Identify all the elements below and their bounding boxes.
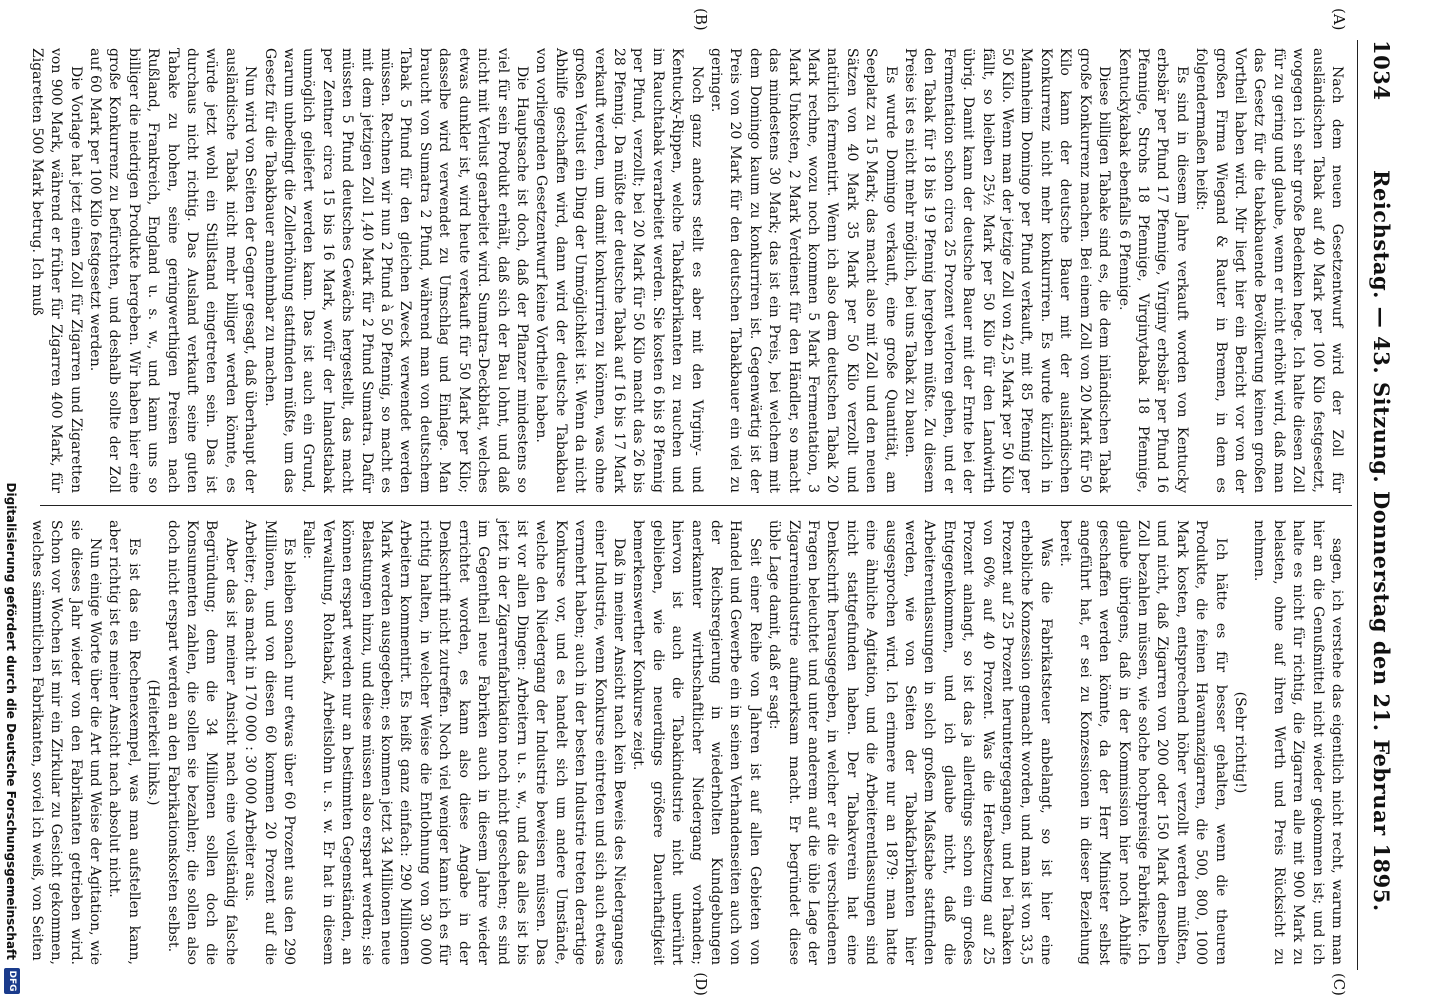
left-column-paragraph: Es wurde Domingo verkauft, eine große Quantität, am Seeplatz zu 15 Mark; das macht also mit Zoll und den neuen Sätzen von 40 Mark 35 Mark per 50 Kilo verzollt und natürlich fermentirt. Wenn ich also dem deutschen Tabak 20 Mark rechne, wozu noch kommen 5 Mark Fermentation, 3 Mark Unkosten, 2 Mark Verdienst für den Händler, so macht das mindestens 30 Mark; das ist ein Preis, bei welchem mit dem Domingo kaum zu konkurriren ist. Gegenwärtig ist der Preis von 20 Mark für den deutschen Tabakbauer ein viel zu geringer. [708, 48, 899, 493]
right-column [28, 520, 1346, 965]
left-column [26, 48, 1346, 493]
left-column-paragraph: Nun wird von Seiten der Gegner gesagt, daß überhaupt der ausländische Tabak nicht mehr billiger werden könnte, es würde jetzt wohl ein Stillstand eingetreten sein. Das ist durchaus nicht richtig. Das Ausland verkauft seine guten Tabake zu hohen, seine geringwerthigen Preisen nach Rußland, Frankreich, England u. s. w., und kann uns so billiger die niedrigen Produkte hergeben. Wir haben hier eine große Konkurrenz zu befürchten, und deshalb sollte der Zoll auf 60 Mark per 100 Kilo festgesetzt werden. [87, 48, 259, 493]
right-column-paragraph: sagen, ich verstehe das eigentlich nicht recht, warum man hier an die Genußmittel nicht wieder gekommen ist; und ich halte es nicht für richtig, die Zigarren alle mit 900 Mark zu belasten, ohne auf ihren Werth und Preis Rücksicht zu nehmen. [1251, 520, 1345, 965]
left-column-paragraph: Die Vorlage hat jetzt einen Zoll für Zigarren und Zigaretten von 900 Mark, während er früher für Zigarren 400 Mark, für Zigaretten 500 Mark betrug. Ich muß [28, 48, 84, 493]
left-column-paragraph: Es sind in diesem Jahre verkauft worden von Kentucky erbsbär per Pfund 17 Pfennige, Virginy erbsbär per Pfund 16 Pfennige, Strohs 18 Pfennige, Virginytabak 18 Pfennige, Kentuckykabak ebenfalls 6 Pfennige. [1115, 48, 1190, 493]
page-footer [0, 0, 26, 1000]
margin-marker-a: (A) [1330, 8, 1348, 31]
running-title: Reichstag. — 43. Sitzung. Donnerstag den 21. Februar 1895. [1369, 170, 1394, 912]
right-column-interjection: (Heiterkeit links.) [145, 679, 162, 806]
left-column-paragraph: Noch ganz anders stellt es aber mit den Virginy- und Kentucky-Rippen, welche Tabakfabrikanten zu rauchen und im Rauchtabak verarbeitet werden. Sie kosten 6 bis 8 Pfennig per Pfund, verzollt; bei 20 Mark für 50 Kilo macht das 26 bis 28 Pfennig. Da müßte der deutsche Tabak auf 16 bis 17 Mark verkauft werden, um damit konkurriren zu können, was ohne großen Verlust ein Ding der Unmöglichkeit ist. Wenn da nicht Abhilfe geschaffen wird, dann wird der deutsche Tabakbau von vorliegenden Gesetzentwurf keine Vortheile haben. [533, 48, 705, 493]
right-column-paragraph: Es ist das ein Rechenexempel, was man aufstellen kann, aber richtig ist es meiner Ansicht nach absolut nicht. [106, 520, 142, 965]
page-number: 1034 [1369, 40, 1394, 101]
column-divider [40, 505, 1352, 506]
right-column-paragraph: Es bleiben sonach nur etwas über 60 Prozent aus den 290 Millionen, und von diesen 60 kommen 20 Prozent auf die Arbeiter; das macht in 170 000 : 30 000 Arbeiter aus. [242, 520, 298, 965]
margin-marker-c: (C) [1330, 972, 1348, 996]
left-column-paragraph: Diese billigen Tabake sind es, die dem inländischen Tabak große Konkurrenz machen. Bei einem Zoll von 20 Mark für 50 Kilo kann der deutsche Bauer mit der ausländischen Konkurrenz nicht mehr konkurriren. Es wurde kürzlich in Mannheim Domingo per Pfund verkauft, mit 85 Pfennig per 50 Kilo. Wenn man der jetzige Zoll von 42,5 Mark per 50 Kilo fällt, so bleiben 25½ Mark per 50 Kilo für den Landwirth übrig. Damit kann der deutsche Bauer mit der Ernte bei der Fermentation schon circa 25 Prozent verloren gehen, und er den Tabak für 18 bis 19 Pfennig hergeben müßte. Zu diesem Preise ist es nicht mehr möglich, bei uns Tabak zu bauen. [902, 48, 1113, 493]
right-column-paragraph: Daß in meiner Ansicht nach kein Beweis des Niederganges einer Industrie, wenn Konkurse eintreten und sich auch etwas vermehrt haben; auch in der besten Industrie treten derartige Konkurse vor, und es handelt sich um andere Umstände, welche den Niedergang der Industrie beweisen müssen. Das ist vor allen Dingen: Arbeitern u. s. w., und das alles ist bis jetzt in der Zigarrenfabrikation noch nicht geschehen; es sind im Gegentheil neue Fabriken auch in diesem Jahre wieder errichtet worden, es kann also diese Angabe in der Denkschrift nicht zutreffen. Noch viel weniger kann ich es für richtig halten, in welcher Weise die Entlohnung von 30 000 Arbeitern kommentirt. Es heißt ganz einfach: 290 Millionen Mark werden ausgegeben; es kommen jetzt 34 Millionen neue Belastungen hinzu, und diese müssen also erspart werden; sie können erspart werden nur an bestimmten Gegenständen, an Verwaltung, Rohtabak, Arbeitslohn u. s. w. Er hat in diesem Falle: [300, 520, 627, 965]
page-header [1354, 40, 1394, 970]
margin-marker-d: (D) [692, 972, 710, 996]
header-rule [1357, 40, 1358, 970]
dfg-logo: DFG [4, 968, 20, 994]
right-column-paragraph: Seit einer Reihe von Jahren ist auf allen Gebieten von Handel und Gewerbe ein in seinen Verhandenseiten auch von der Reichsregierung in wiederholten Kundgebungen anerkannter wirthschaftlicher Niedergang vorhanden; hiervon ist auch die Tabakindustrie nicht unberührt geblieben, wie die neuerdings größere Dauerhaftigkeit bemerkenswerther Konkurse zeigt. [630, 520, 763, 965]
left-column-paragraph: Nach dem neuen Gesetzentwurf wird der Zoll für ausländischen Tabak auf 40 Mark per 100 Kilo festgesetzt, wogegen ich sehr große Bedenken hege. Ich halte diesen Zoll für zu gering und glaube, wenn er nicht erhöht wird, daß man das Gesetz für die tabakbauende Bevölkerung keinen großen Vortheil haben wird. Mir liegt hier ein Bericht vor von der großen Firma Wiegand & Rauter in Bremen, in dem es folgendermaßen heißt: [1193, 48, 1345, 493]
right-column-interjection: (Sehr richtig!) [1231, 691, 1248, 794]
right-column-paragraph: Nun einige Worte über die Art und Weise der Agitation, wie sie dieses Jahr wieder von den Fabrikanten getrieben wird. Schon vor Wochen ist mir ein Zirkular zu Gesicht gekommen, welches sämmtlichen Fabrikanten, soviel ich weiß, von Seiten [28, 520, 103, 965]
margin-marker-b: (B) [692, 8, 710, 31]
right-column-paragraph: Ich hätte es für besser gehalten, wenn die theuren Produkte, die feinen Havannazigarren, die 500, 800, 1000 Mark kosten, entsprechend höher verzollt werden müßten, und nicht, daß Zigarren von 200 oder 150 Mark denselben Zoll bezahlen müssen, wie solche hochpreisige Fabrikate. Ich glaube übrigens, daß in der Kommission hier noch Abhilfe geschaffen werden könnte, da der Herr Minister selbst angeführt hat, er sei zu Konzessionen in dieser Beziehung bereit. [1057, 520, 1229, 965]
right-column-paragraph: Aber das ist meiner Ansicht nach eine vollständig falsche Begründung; denn die 34 Millionen sollen doch die Konsumenten zahlen, die sollen sie bezahlen; die sollen also doch nicht erspart werden an den Fabrikationskosten selbst. [164, 520, 239, 965]
right-column-paragraph: Was die Fabrikatsteuer anbelangt, so ist hier eine erhebliche Konzession gemacht worden, und man ist von 33,5 Prozent auf 25 Prozent heruntergegangen, und bei Tabaken von 60% auf 40 Prozent. Was die Herabsetzung auf 25 Prozent anlangt, so ist das ja allerdings schon ein großes Entgegenkommen, und ich glaube nicht, daß die Arbeiterentlassungen in solch großem Maßstabe stattfinden werden, wie von Seiten der Tabakfabrikanten hier ausgesprochen wird. Ich erinnere nur an 1879: man hatte eine ähnliche Agitation, und die Arbeiterentlassungen sind nicht stattgefunden haben. Der Tabakverein hat eine Denkschrift herausgegeben, in welcher er die verschiedenen Fragen beleuchtet und unter anderem auf die üble Lage der Zigarrenindustrie aufmerksam macht. Er begründet diese üble Lage damit, daß er sagt: [766, 520, 1054, 965]
left-column-paragraph: Die Hauptsache ist doch, daß der Pflanzer mindestens so viel für sein Produkt erhält, daß sich der Bau lohnt, und daß nicht mit Verlust gearbeitet wird. Sumatra-Deckblatt, welches etwas dunkler ist, wird heute verkauft für 50 Mark per Kilo; dasselbe wird verwendet zu Umschlag und Einlage. Man braucht von Sumatra 2 Pfund, während man von deutschem Tabak 5 Pfund für den gleichen Zweck verwendet werden müssen. Rechnen wir nun 2 Pfund à 50 Pfennig, so macht es mit dem jetzigen Zoll 1,40 Mark für 2 Pfund Sumatra. Dafür müssten 5 Pfund deutsches Gewächs hergestellt, das macht per Zentner circa 15 bis 16 Mark, wofür der Inlandstabak unmöglich geliefert werden kann. Das ist auch ein Grund, warum unbedingt die Zollerhöhung stattfinden müßte, um das Gesetz für die Tabakbauer annehmbar zu machen. [261, 48, 530, 493]
digitization-note: Digitalisierung gefördert durch die Deutsche Forschungsgemeinschaft [4, 482, 18, 960]
